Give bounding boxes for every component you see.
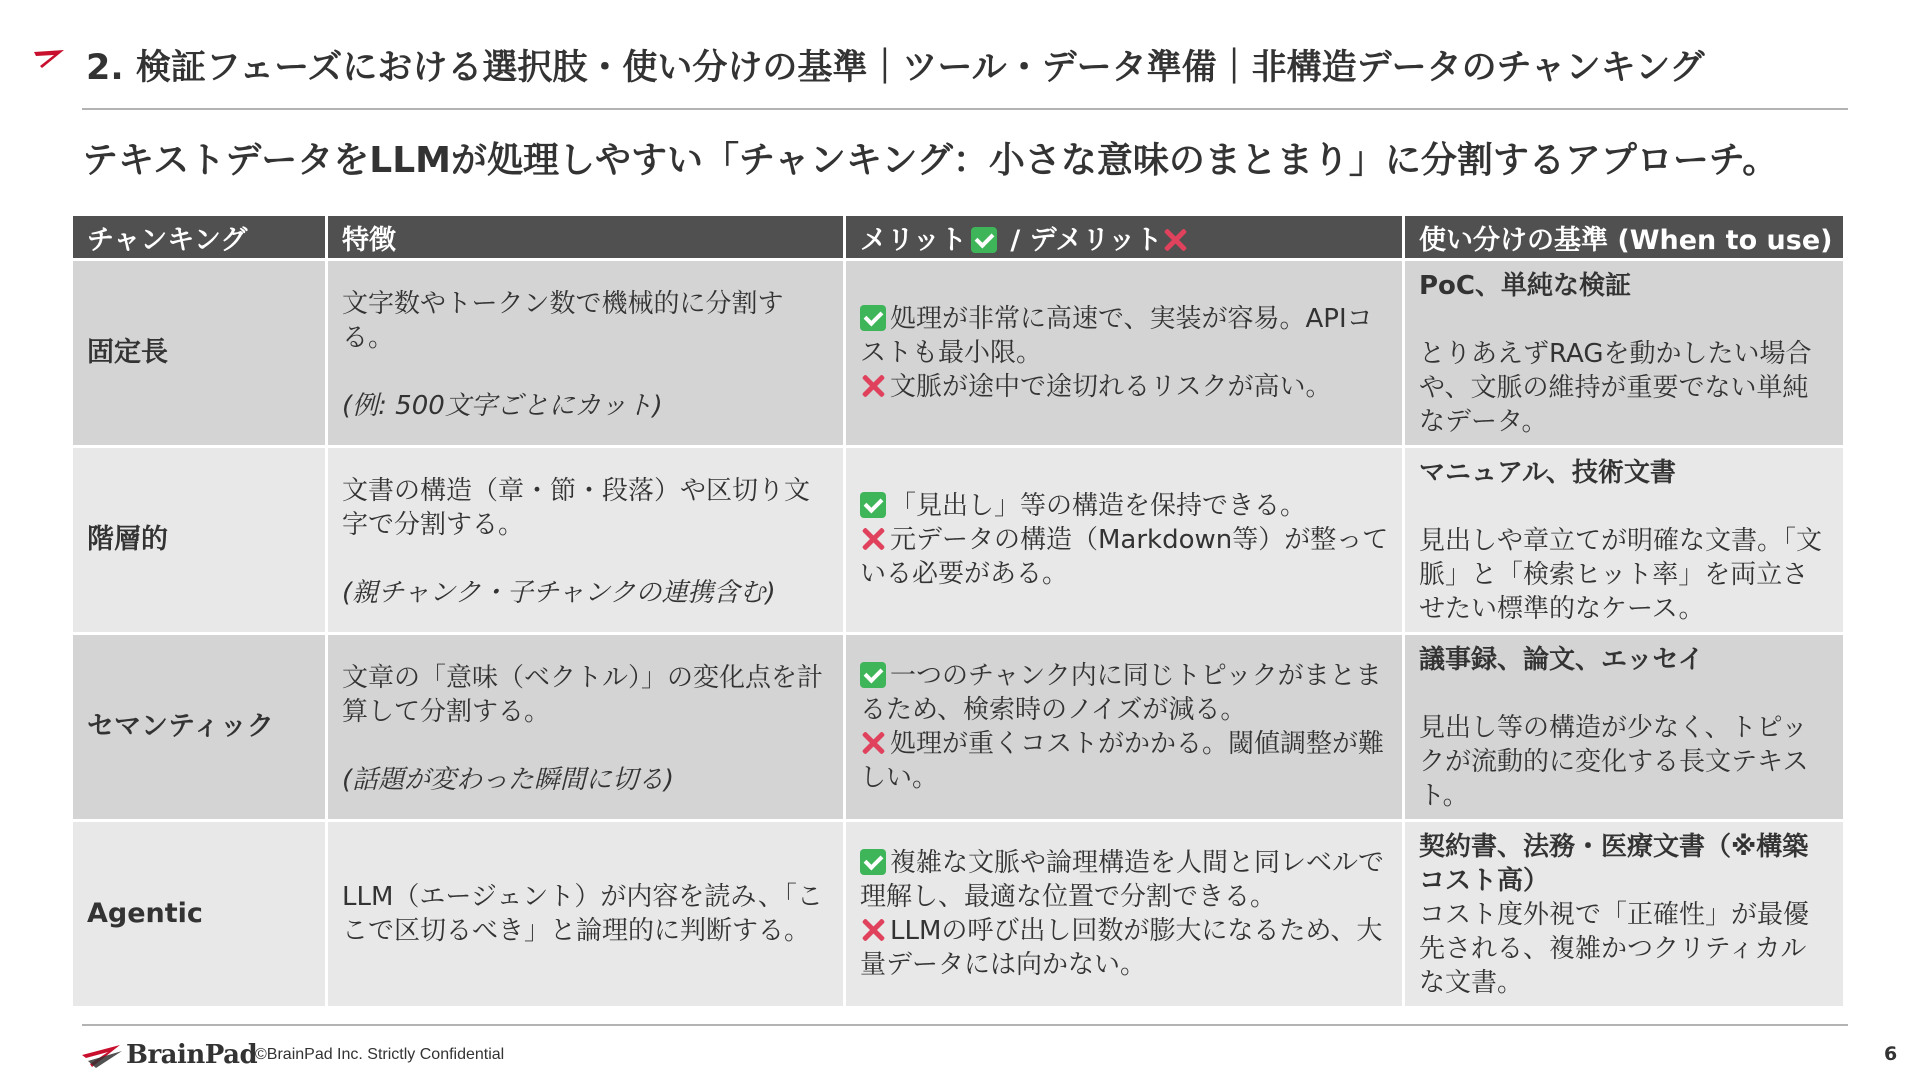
table-row: [73, 261, 1843, 445]
criteria-cell: [1405, 448, 1843, 632]
bottom-divider: [82, 1024, 1848, 1026]
criteria-cell: [1405, 635, 1843, 819]
brand-logo-text: BrainPad: [126, 1040, 258, 1070]
table-row: [73, 822, 1843, 1006]
check-box-icon: [860, 662, 886, 688]
feature-note: (話題が変わった瞬間に切る): [342, 765, 675, 795]
feature-text: LLM（エージェント）が内容を読み、「ここで区切るべき」と論理的に判断する。: [342, 882, 823, 946]
cross-mark-icon: [860, 917, 886, 943]
merit-text: 一つのチャンク内に同じトピックがまとまるため、検索時のノイズが減る。: [860, 661, 1382, 725]
brand-swoosh-icon: [32, 48, 66, 70]
feature-text: 文字数やトークン数で機械的に分割する。: [342, 289, 784, 353]
chunking-name: Agentic: [73, 822, 325, 1006]
feature-note: (親チャンク・子チャンクの連携含む): [342, 578, 776, 608]
page-subtitle: テキストデータをLLMが処理しやすい「チャンキング：小さな意味のまとまり」に分割するアプローチ。: [82, 140, 1779, 181]
chunking-name: 固定長: [73, 261, 325, 445]
copyright-text: ©BrainPad Inc. Strictly Confidential: [255, 1046, 505, 1063]
feature-cell: [328, 261, 843, 445]
chunking-name: 階層的: [73, 448, 325, 632]
cross-mark-icon: [860, 373, 886, 399]
feature-cell: [328, 448, 843, 632]
merit-demerit-cell: [846, 822, 1402, 1006]
demerit-text: 処理が重くコストがかかる。閾値調整が難しい。: [860, 729, 1385, 793]
demerit-text: LLMの呼び出し回数が膨大になるため、大量データには向かない。: [860, 916, 1383, 980]
feature-cell: [328, 635, 843, 819]
cross-mark-icon: [1162, 227, 1188, 253]
criteria-cell: [1405, 261, 1843, 445]
merit-text: 「見出し」等の構造を保持できる。: [890, 491, 1307, 521]
merit-text: 複雑な文脈や論理構造を人間と同レベルで理解し、最適な位置で分割できる。: [860, 848, 1385, 912]
criteria-heading: PoC、単純な検証: [1419, 271, 1631, 301]
merit-demerit-cell: [846, 261, 1402, 445]
column-header-chunking: チャンキング: [73, 216, 325, 258]
feature-text: 文章の「意味（ベクトル）」の変化点を計算して分割する。: [342, 663, 824, 727]
criteria-heading: 議事録、論文、エッセイ: [1419, 645, 1704, 675]
merit-demerit-separator: /: [1000, 224, 1030, 256]
merit-header-label: メリット: [860, 224, 967, 256]
demerit-header-label: デメリット: [1029, 224, 1163, 256]
criteria-text: とりあえずRAGを動かしたい場合や、文脈の維持が重要でない単純なデータ。: [1419, 339, 1812, 437]
check-box-icon: [860, 849, 886, 875]
page-number: 6: [1884, 1043, 1898, 1065]
check-box-icon: [860, 492, 886, 518]
feature-text: 文書の構造（章・節・段落）や区切り文字で分割する。: [342, 476, 811, 540]
merit-demerit-cell: [846, 448, 1402, 632]
criteria-heading: 契約書、法務・医療文書（※構築コスト高）: [1419, 832, 1809, 896]
merit-text: 処理が非常に高速で、実装が容易。APIコストも最小限。: [860, 304, 1373, 368]
feature-note: (例: 500文字ごとにカット): [342, 391, 663, 421]
demerit-text: 文脈が途中で途切れるリスクが高い。: [890, 372, 1332, 402]
criteria-text: 見出し等の構造が少なく、トピックが流動的に変化する長文テキスト。: [1419, 713, 1809, 811]
criteria-text: 見出しや章立てが明確な文書。「文脈」と「検索ヒット率」を両立させたい標準的なケース。: [1419, 526, 1823, 624]
chunking-name: セマンティック: [73, 635, 325, 819]
criteria-text: コスト度外視で「正確性」が最優先される、複雑かつクリティカルな文書。: [1419, 900, 1810, 998]
merit-demerit-cell: [846, 635, 1402, 819]
criteria-heading: マニュアル、技術文書: [1419, 458, 1676, 488]
table-header-row: [73, 216, 1843, 258]
page-title: 2. 検証フェーズにおける選択肢・使い分けの基準｜ツール・データ準備｜非構造データのチャンキング: [86, 48, 1705, 88]
check-box-icon: [971, 227, 997, 253]
demerit-text: 元データの構造（Markdown等）が整っている必要がある。: [860, 525, 1389, 589]
feature-cell: [328, 822, 843, 1006]
column-header-merit-demerit: [846, 216, 1402, 258]
chunking-comparison-table: [70, 213, 1846, 1009]
cross-mark-icon: [860, 526, 886, 552]
column-header-criteria: 使い分けの基準 (When to use): [1405, 216, 1843, 258]
brand-swoosh-icon: [80, 1041, 124, 1069]
table-row: [73, 448, 1843, 632]
criteria-cell: [1405, 822, 1843, 1006]
check-box-icon: [860, 305, 886, 331]
brand-logo: [80, 1038, 257, 1072]
column-header-features: 特徴: [328, 216, 843, 258]
cross-mark-icon: [860, 730, 886, 756]
top-divider: [82, 108, 1848, 110]
table-row: [73, 635, 1843, 819]
